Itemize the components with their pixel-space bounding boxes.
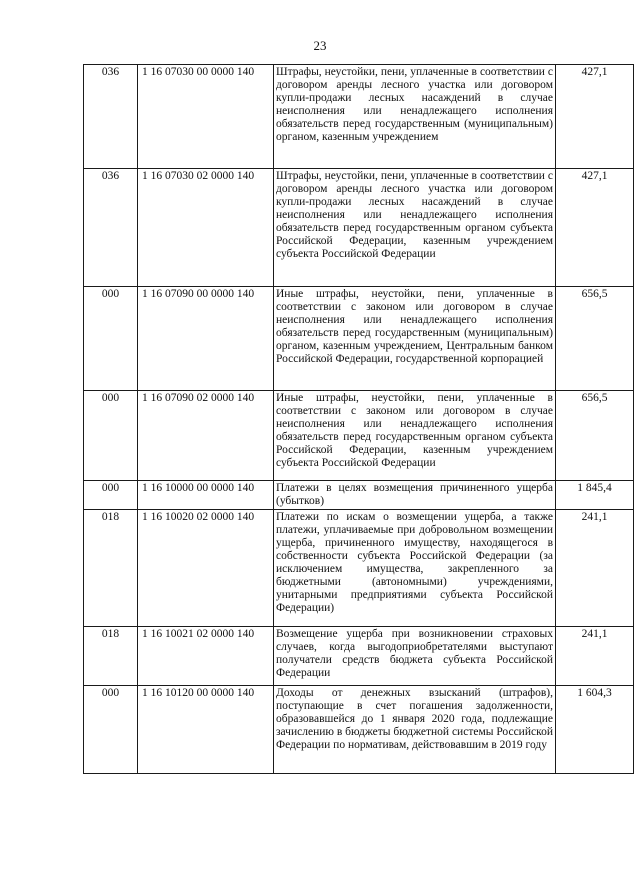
amount-cell: 1 845,4 xyxy=(556,481,634,510)
admin-code-cell: 018 xyxy=(84,627,138,686)
revenue-name-cell: Штрафы, неустойки, пени, уплаченные в соответствии с договором аренды лесного участка или договором купли-продажи лесных насаждений в случае неисполнения или ненадлежащего исполнения обязательств перед государственным органом субъекта Российской Федерации, казенным учреждением субъекта Российской Федерации xyxy=(274,169,556,287)
admin-code-cell: 000 xyxy=(84,686,138,774)
table-row xyxy=(84,169,634,287)
table-row xyxy=(84,627,634,686)
page-number: 23 xyxy=(313,38,327,53)
amount-cell: 241,1 xyxy=(556,510,634,627)
budget-code-cell: 1 16 07030 00 0000 140 xyxy=(138,65,274,169)
revenue-name-cell: Штрафы, неустойки, пени, уплаченные в соответствии с договором аренды лесного участка или договором купли-продажи лесных насаждений в случае неисполнения или ненадлежащего исполнения обязательств перед государственным (муниципальным) органом, казенным учреждением xyxy=(274,65,556,169)
table-row xyxy=(84,481,634,510)
table-row xyxy=(84,287,634,391)
admin-code-cell: 000 xyxy=(84,287,138,391)
revenue-name-cell: Платежи по искам о возмещении ущерба, а также платежи, уплачиваемые при добровольном возмещении ущерба, причиненного имуществу, находящегося в собственности субъекта Российской Федерации (за исключением имущества, закрепленного за бюджетными (автономными) учреждениями, унитарными предприятиями субъекта Российской Федерации) xyxy=(274,510,556,627)
revenue-name-cell: Доходы от денежных взысканий (штрафов), поступающие в счет погашения задолженности, образовавшейся до 1 января 2020 года, подлежащие зачислению в бюджеты бюджетной системы Российской Федерации по нормативам, действовавшим в 2019 году xyxy=(274,686,556,774)
amount-cell: 656,5 xyxy=(556,391,634,481)
admin-code-cell: 000 xyxy=(84,391,138,481)
revenue-name-cell: Платежи в целях возмещения причиненного ущерба (убытков) xyxy=(274,481,556,510)
budget-code-cell: 1 16 10020 02 0000 140 xyxy=(138,510,274,627)
admin-code-cell: 018 xyxy=(84,510,138,627)
table-row xyxy=(84,391,634,481)
revenue-table xyxy=(83,64,634,774)
budget-code-cell: 1 16 10120 00 0000 140 xyxy=(138,686,274,774)
amount-cell: 1 604,3 xyxy=(556,686,634,774)
table-row xyxy=(84,510,634,627)
admin-code-cell: 036 xyxy=(84,169,138,287)
budget-code-cell: 1 16 10021 02 0000 140 xyxy=(138,627,274,686)
amount-cell: 241,1 xyxy=(556,627,634,686)
budget-code-cell: 1 16 10000 00 0000 140 xyxy=(138,481,274,510)
amount-cell: 656,5 xyxy=(556,287,634,391)
budget-code-cell: 1 16 07090 00 0000 140 xyxy=(138,287,274,391)
table-row xyxy=(84,686,634,774)
admin-code-cell: 036 xyxy=(84,65,138,169)
revenue-name-cell: Иные штрафы, неустойки, пени, уплаченные в соответствии с законом или договором в случае неисполнения или ненадлежащего исполнения обязательств перед государственным (муниципальным) органом, казенным учреждением, Центральным банком Российской Федерации, государственной корпорацией xyxy=(274,287,556,391)
budget-code-cell: 1 16 07030 02 0000 140 xyxy=(138,169,274,287)
budget-code-cell: 1 16 07090 02 0000 140 xyxy=(138,391,274,481)
revenue-name-cell: Иные штрафы, неустойки, пени, уплаченные в соответствии с законом или договором в случае неисполнения или ненадлежащего исполнения обязательств перед государственным органом субъекта Российской Федерации, казенным учреждением субъекта Российской Федерации xyxy=(274,391,556,481)
amount-cell: 427,1 xyxy=(556,65,634,169)
admin-code-cell: 000 xyxy=(84,481,138,510)
table-row xyxy=(84,65,634,169)
amount-cell: 427,1 xyxy=(556,169,634,287)
revenue-name-cell: Возмещение ущерба при возникновении страховых случаев, когда выгодоприобретателями выступают получатели средств бюджета субъекта Российской Федерации xyxy=(274,627,556,686)
